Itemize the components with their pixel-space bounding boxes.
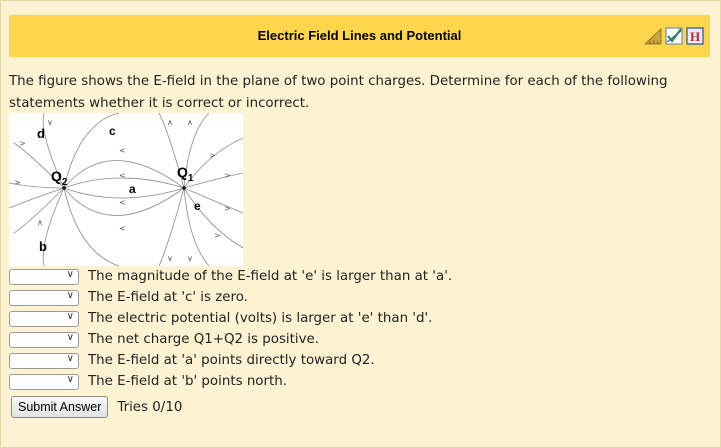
submit-area bbox=[11, 396, 182, 418]
statement-text: The E-field at 'a' points directly toward Q2. bbox=[88, 353, 375, 368]
answer-dropdown[interactable] bbox=[9, 353, 79, 369]
label-q2: $Q_2$ bbox=[51, 168, 68, 188]
svg-text:<: < bbox=[119, 171, 126, 180]
statement-text: The net charge Q1+Q2 is positive. bbox=[88, 332, 320, 347]
answer-dropdown[interactable] bbox=[9, 332, 79, 348]
label-q1: $Q_1$ bbox=[177, 164, 194, 184]
statement-row bbox=[9, 371, 452, 392]
chevron-down-icon: ∨ bbox=[66, 289, 74, 301]
ruler-icon[interactable] bbox=[644, 27, 662, 45]
help-h-icon[interactable] bbox=[686, 27, 704, 45]
statement-text: The E-field at 'c' is zero. bbox=[88, 290, 248, 305]
problem-title: Electric Field Lines and Potential bbox=[257, 28, 462, 43]
label-d: d bbox=[37, 126, 45, 141]
svg-text:>: > bbox=[14, 178, 21, 187]
tries-counter: Tries 0/10 bbox=[117, 399, 183, 415]
label-e: e bbox=[194, 199, 201, 213]
field-lines-figure bbox=[9, 113, 243, 266]
statement-list bbox=[9, 266, 452, 392]
svg-text:H: H bbox=[689, 29, 701, 44]
statement-text: The electric potential (volts) is larger at 'e' than 'd'. bbox=[88, 311, 433, 326]
statement-row bbox=[9, 266, 452, 287]
label-b: b bbox=[39, 239, 47, 254]
svg-text:<: < bbox=[119, 146, 126, 155]
label-a: a bbox=[129, 182, 136, 196]
svg-text:>: > bbox=[19, 139, 26, 148]
statement-text: The magnitude of the E-field at 'e' is larger than at 'a'. bbox=[88, 269, 453, 284]
svg-text:∧: ∧ bbox=[37, 218, 43, 227]
statement-row bbox=[9, 329, 452, 350]
svg-text:<: < bbox=[119, 224, 126, 233]
svg-text:>: > bbox=[224, 171, 231, 180]
svg-text:>: > bbox=[214, 231, 221, 240]
problem-intro: The figure shows the E-field in the plane of two point charges. Determine for each of the following statements whether it is correct or incorrect. bbox=[9, 74, 668, 111]
answer-dropdown[interactable] bbox=[9, 269, 79, 285]
check-icon[interactable] bbox=[665, 27, 683, 45]
svg-text:<: < bbox=[119, 198, 126, 207]
answer-dropdown[interactable] bbox=[9, 374, 79, 390]
svg-text:∨: ∨ bbox=[187, 254, 193, 263]
chevron-down-icon: ∨ bbox=[66, 373, 74, 385]
field-lines-diagram bbox=[9, 113, 243, 266]
svg-text:∧: ∧ bbox=[187, 118, 193, 127]
answer-dropdown[interactable] bbox=[9, 290, 79, 306]
statement-row bbox=[9, 287, 452, 308]
chevron-down-icon: ∨ bbox=[66, 331, 74, 343]
chevron-down-icon: ∨ bbox=[66, 352, 74, 364]
svg-text:>: > bbox=[224, 204, 231, 213]
svg-text:∨: ∨ bbox=[167, 254, 173, 263]
chevron-down-icon: ∨ bbox=[66, 268, 74, 280]
svg-text:∧: ∧ bbox=[167, 118, 173, 127]
header-bar bbox=[9, 15, 710, 57]
statement-row bbox=[9, 350, 452, 371]
chevron-down-icon: ∨ bbox=[66, 310, 74, 322]
statement-row bbox=[9, 308, 452, 329]
svg-text:∨: ∨ bbox=[47, 118, 53, 127]
svg-text:>: > bbox=[209, 151, 216, 160]
statement-text: The E-field at 'b' points north. bbox=[88, 374, 287, 389]
submit-answer-button[interactable]: Submit Answer bbox=[11, 396, 108, 418]
label-c: c bbox=[109, 124, 116, 138]
answer-dropdown[interactable] bbox=[9, 311, 79, 327]
